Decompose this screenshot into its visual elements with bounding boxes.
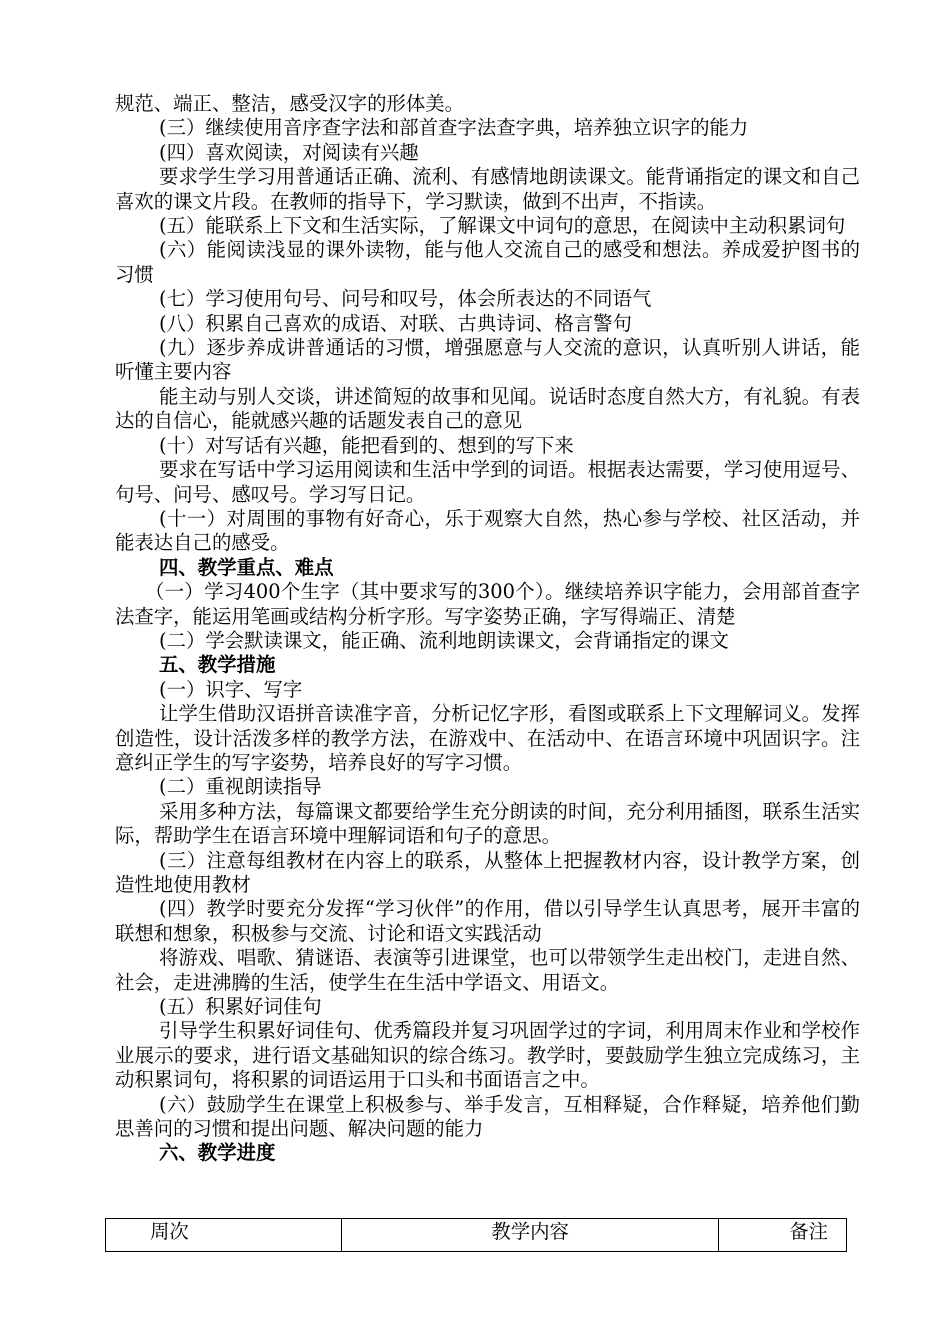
paragraph: (四）喜欢阅读，对阅读有兴趣 — [159, 140, 419, 164]
table-header-cell: 备注 — [719, 1219, 847, 1252]
schedule-table — [105, 1218, 847, 1252]
section-heading: 四、教学重点、难点 — [159, 555, 334, 579]
paragraph: (八）积累自己喜欢的成语、对联、古典诗词、格言警句 — [159, 311, 632, 335]
table-header-cell: 周次 — [106, 1219, 342, 1252]
paragraph: 规范、端正、整洁，感受汉字的形体美。 — [115, 92, 465, 115]
paragraph: (四）教学时要充分发挥“学习伙伴”的作用，借以引导学生认真思考，展开丰富的联想和想象，积极参与交流、讨论和语文实践活动 — [115, 897, 860, 945]
paragraph: (五）能联系上下文和生活实际，了解课文中词句的意思，在阅读中主动积累词句 — [159, 214, 846, 238]
paragraph: 要求在写话中学习运用阅读和生活中学到的词语。根据表达需要，学习使用逗号、句号、问号、感叹号。学习写日记。 — [115, 458, 860, 506]
paragraph: (十）对写话有兴趣，能把看到的、想到的写下来 — [159, 433, 574, 457]
paragraph: (二）重视朗读指导 — [159, 775, 322, 799]
paragraph: (六）鼓励学生在课堂上积极参与、举手发言，互相释疑，合作释疑，培养他们勤思善问的习惯和提出问题、解决问题的能力 — [115, 1092, 860, 1141]
paragraph: 能主动与别人交谈，讲述简短的故事和见闻。说话时态度自然大方，有礼貌。有表达的自信心，能就感兴趣的话题发表自己的意见 — [115, 384, 860, 433]
table-header-cell: 教学内容 — [341, 1219, 718, 1252]
paragraph: 让学生借助汉语拼音读准字音，分析记忆字形，看图或联系上下文理解词义。发挥创造性，设计活泼多样的教学方法，在游戏中、在活动中、在语言环境中巩固识字。注意纠正学生的写字姿势，培养良好的写字习惯。 — [115, 702, 860, 774]
paragraph: (三）继续使用音序查字法和部首查字法查字典，培养独立识字的能力 — [159, 116, 749, 140]
paragraph: 要求学生学习用普通话正确、流利、有感情地朗读课文。能背诵指定的课文和自己喜欢的课文片段。在教师的指导下，学习默读，做到不出声，不指读。 — [115, 165, 860, 213]
paragraph: (七）学习使用句号、问号和叹号，体会所表达的不同语气 — [159, 287, 652, 311]
paragraph: (十一）对周围的事物有好奇心，乐于观察大自然，热心参与学校、社区活动，并能表达自己的感受。 — [115, 506, 860, 555]
paragraph: (五）积累好词佳句 — [159, 995, 322, 1019]
paragraph: (二）学会默读课文，能正确、流利地朗读课文，会背诵指定的课文 — [159, 628, 729, 652]
paragraph: (一）识字、写字 — [159, 677, 303, 701]
document-body — [115, 92, 860, 1166]
paragraph: (九）逐步养成讲普通话的习惯，增强愿意与人交流的意识，认真听别人讲话，能听懂主要内容 — [115, 336, 860, 384]
table-header-row — [106, 1219, 847, 1252]
paragraph: 将游戏、唱歌、猜谜语、表演等引进课堂，也可以带领学生走出校门，走进自然、社会，走进沸腾的生活，使学生在生活中学语文、用语文。 — [115, 946, 860, 994]
paragraph: 引导学生积累好词佳句、优秀篇段并复习巩固学过的字词，利用周末作业和学校作业展示的要求，进行语文基础知识的综合练习。教学时，要鼓励学生独立完成练习，主动积累词句，将积累的词语运用于口头和书面语言之中。 — [115, 1019, 860, 1092]
paragraph: (三）注意每组教材在内容上的联系，从整体上把握教材内容，设计教学方案，创造性地使用教材 — [115, 848, 860, 896]
paragraph: 采用多种方法，每篇课文都要给学生充分朗读的时间，充分利用插图，联系生活实际，帮助学生在语言环境中理解词语和句子的意思。 — [115, 799, 860, 848]
paragraph: （一）学习400个生字（其中要求写的300个）。继续培养识字能力，会用部首查字法查字，能运用笔画或结构分析字形。写字姿势正确，字写得端正、清楚 — [115, 580, 860, 628]
section-heading: 六、教学进度 — [159, 1141, 276, 1165]
paragraph: (六）能阅读浅显的课外读物，能与他人交流自己的感受和想法。养成爱护图书的习惯 — [115, 238, 860, 286]
section-heading: 五、教学措施 — [159, 653, 276, 677]
